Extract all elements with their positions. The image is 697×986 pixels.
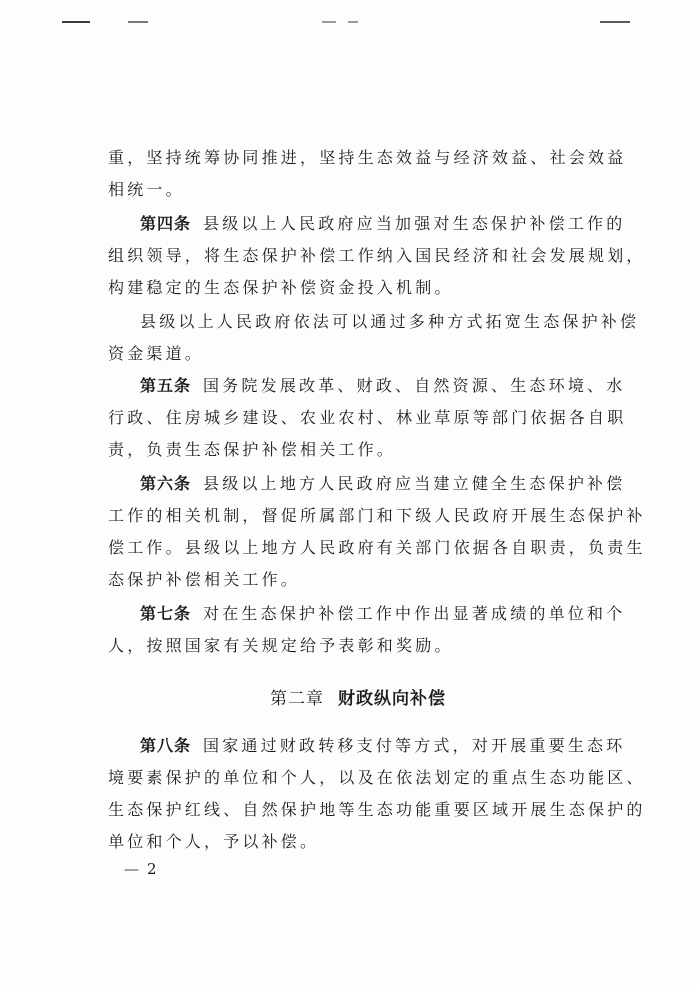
text-line: 偿工作。县级以上地方人民政府有关部门依据各自职责，负责生 bbox=[108, 538, 646, 557]
scan-artifact bbox=[348, 21, 358, 23]
article-number: 第八条 bbox=[140, 736, 192, 755]
text-line: 构建稳定的生态保护补偿资金投入机制。 bbox=[108, 278, 454, 297]
text-line: 国家通过财政转移支付等方式，对开展重要生态环 bbox=[203, 736, 626, 755]
text-line: 境要素保护的单位和个人，以及在依法划定的重点生态功能区、 bbox=[108, 768, 646, 787]
text-line: 行政、住房城乡建设、农业农村、林业草原等部门依据各自职 bbox=[108, 408, 627, 427]
article-4-line bbox=[140, 214, 626, 234]
text-line: 资金渠道。 bbox=[108, 344, 205, 363]
article-number: 第四条 bbox=[140, 214, 192, 233]
text-line: 县级以上人民政府依法可以通过多种方式拓宽生态保护补偿 bbox=[140, 312, 640, 331]
text-line: 相统一。 bbox=[108, 180, 185, 199]
article-5-line bbox=[140, 376, 626, 396]
text-line: 县级以上人民政府应当加强对生态保护补偿工作的 bbox=[203, 214, 626, 233]
text-line: 生态保护红线、自然保护地等生态功能重要区域开展生态保护的 bbox=[108, 800, 646, 819]
text-line: 责，负责生态保护补偿相关工作。 bbox=[108, 440, 397, 459]
text-line: 国务院发展改革、财政、自然资源、生态环境、水 bbox=[203, 376, 626, 395]
scan-artifact bbox=[322, 21, 336, 23]
text-line: 人，按照国家有关规定给予表彰和奖励。 bbox=[108, 636, 454, 655]
article-number: 第七条 bbox=[140, 604, 192, 623]
text-line: 态保护补偿相关工作。 bbox=[108, 570, 301, 589]
page-number-prefix: — bbox=[124, 860, 139, 878]
text-line: 对在生态保护补偿工作中作出显著成绩的单位和个 bbox=[203, 604, 626, 623]
chapter-heading bbox=[108, 684, 608, 709]
article-7-line bbox=[140, 604, 626, 624]
article-6-line bbox=[140, 474, 626, 494]
text-line: 单位和个人，予以补偿。 bbox=[108, 832, 320, 851]
chapter-title: 财政纵向补偿 bbox=[338, 689, 446, 709]
scan-artifact bbox=[128, 21, 148, 23]
text-line: 县级以上地方人民政府应当建立健全生态保护补偿 bbox=[203, 474, 626, 493]
text-line: 组织领导，将生态保护补偿工作纳入国民经济和社会发展规划， bbox=[108, 246, 646, 265]
text-line: 工作的相关机制，督促所属部门和下级人民政府开展生态保护补 bbox=[108, 506, 646, 525]
chapter-number: 第二章 bbox=[270, 689, 324, 709]
scan-artifact bbox=[62, 21, 90, 23]
article-number: 第六条 bbox=[140, 474, 192, 493]
article-number: 第五条 bbox=[140, 376, 192, 395]
article-8-line bbox=[140, 736, 626, 756]
page-number bbox=[124, 860, 157, 878]
scan-artifact bbox=[600, 21, 630, 23]
text-line: 重，坚持统筹协同推进，坚持生态效益与经济效益、社会效益 bbox=[108, 148, 627, 167]
page-number-value: 2 bbox=[147, 860, 157, 878]
